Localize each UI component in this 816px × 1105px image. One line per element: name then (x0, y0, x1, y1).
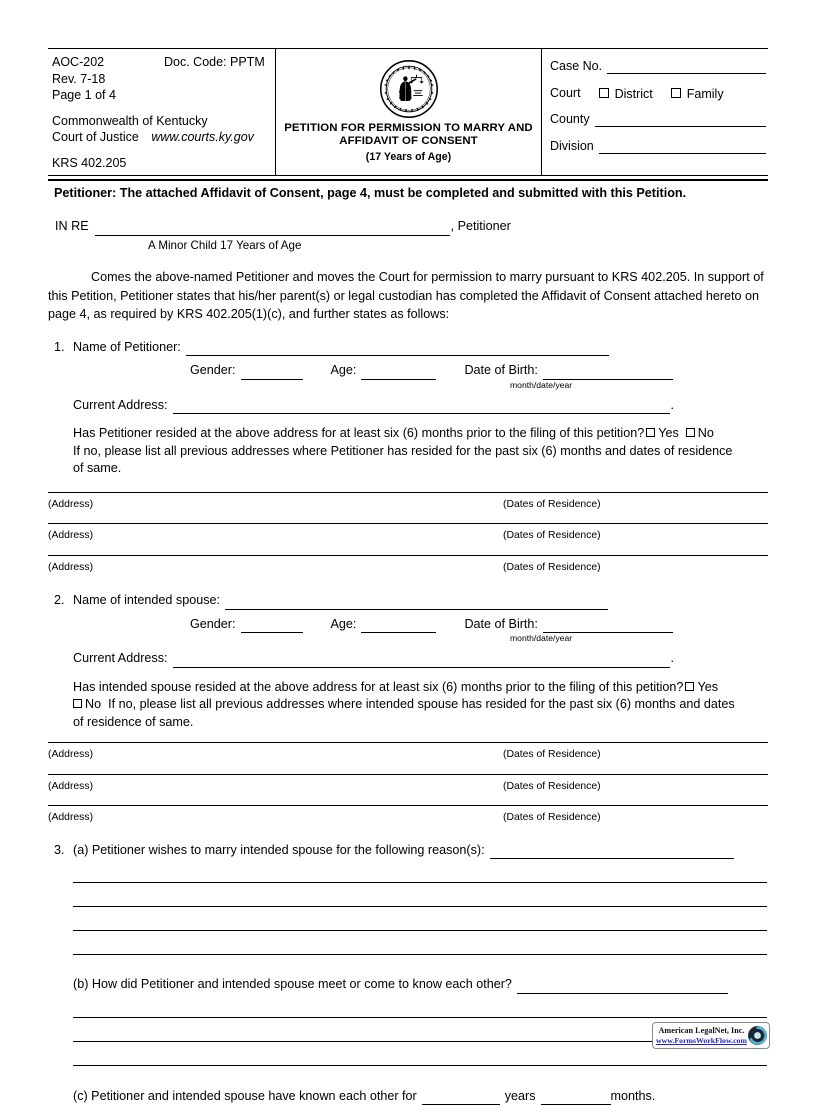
commonwealth-label: Commonwealth of Kentucky (52, 113, 269, 130)
petitioner-demographics-row (73, 362, 768, 380)
years-label: years (505, 1088, 536, 1105)
address-caption: (Address) (48, 527, 503, 545)
spouse-name-input[interactable] (225, 595, 608, 610)
spouse-age-input[interactable] (361, 618, 436, 633)
dates-caption: (Dates of Residence) (503, 778, 601, 796)
petitioner-followup-line-1: If no, please list all previous addresses where Petitioner has resided for the past six (6) months and dates of residence (73, 443, 768, 461)
item-3 (48, 842, 768, 1105)
court-label: Court (550, 86, 581, 101)
county-label: County (550, 112, 590, 127)
item-1 (48, 339, 768, 478)
item-3a-label: (a) Petitioner wishes to marry intended spouse for the following reason(s): (73, 842, 485, 860)
form-title: PETITION FOR PERMISSION TO MARRY AND AFFIDAVIT OF CONSENT (280, 122, 537, 149)
petitioner-name-label: Name of Petitioner: (73, 339, 181, 357)
header-left-block (48, 49, 275, 175)
gender-label: Gender: (190, 616, 236, 634)
item-3a-input[interactable] (490, 844, 734, 859)
gender-label: Gender: (190, 362, 236, 380)
spouse-followup-line-2: of residence of same. (73, 714, 768, 732)
header-center-block (275, 49, 542, 175)
court-of-justice-label: Court of Justice (52, 130, 139, 144)
dob-label: Date of Birth: (464, 362, 538, 380)
address-period: . (671, 397, 675, 415)
no-label: No (698, 426, 714, 440)
court-family-option[interactable] (671, 87, 724, 101)
months-label: months. (611, 1088, 656, 1105)
family-label: Family (687, 87, 724, 101)
petitioner-dob-input[interactable] (543, 365, 673, 380)
minor-child-caption: A Minor Child 17 Years of Age (48, 237, 768, 255)
dates-caption: (Dates of Residence) (503, 527, 601, 545)
case-number-input[interactable] (607, 60, 766, 74)
address-caption: (Address) (48, 559, 503, 577)
address-history-row (48, 805, 768, 834)
petitioner-name-row (73, 339, 768, 357)
address-caption: (Address) (48, 809, 503, 827)
address-caption: (Address) (48, 778, 503, 796)
intro-paragraph (48, 268, 768, 324)
address-history-row (48, 742, 768, 771)
in-re-caption-row (48, 218, 768, 236)
age-label: Age: (331, 616, 357, 634)
item-1-number: 1. (48, 339, 73, 478)
intro-paragraph-text: Comes the above-named Petitioner and moves the Court for permission to marry pursuant to KRS 402.205. In support of this Petition, Petitioner states that his/her parent(s) or legal custodian has completed the Affidavit of Consent attached hereto on page 4, as required by KRS 402.205(1)(c), and further states as follows: (48, 270, 764, 321)
address-history-row (48, 774, 768, 803)
form-sheet (48, 48, 768, 1105)
item-3c-row (73, 1088, 768, 1105)
header-right-block (542, 49, 768, 175)
petitioner-dob-hint: month/date/year (73, 380, 768, 390)
in-re-label: IN RE (55, 218, 89, 236)
spouse-address-history (48, 742, 768, 834)
petitioner-age-input[interactable] (361, 365, 436, 380)
spouse-followup-line-1 (73, 696, 768, 714)
page-number: Page 1 of 4 (52, 87, 269, 104)
item-2 (48, 592, 768, 731)
current-address-label: Current Address: (73, 397, 168, 415)
kentucky-court-of-justice-seal (379, 59, 439, 119)
county-input[interactable] (595, 113, 766, 127)
item-3b-label: (b) How did Petitioner and intended spouse meet or come to know each other? (73, 976, 512, 994)
case-number-row (550, 57, 766, 74)
item-3-number: 3. (48, 842, 73, 1105)
in-re-name-input[interactable] (95, 221, 450, 236)
krs-citation: KRS 402.205 (52, 155, 269, 172)
dob-label: Date of Birth: (464, 616, 538, 634)
dates-caption: (Dates of Residence) (503, 809, 601, 827)
yes-label: Yes (658, 426, 679, 440)
item-3b-input[interactable] (517, 979, 728, 994)
spouse-address-input[interactable] (173, 653, 670, 668)
division-input[interactable] (599, 140, 766, 154)
division-row (550, 137, 766, 154)
spouse-name-row (73, 592, 768, 610)
current-address-label: Current Address: (73, 650, 168, 668)
item-3a-input-line[interactable] (73, 930, 767, 931)
no-label: No (85, 697, 101, 711)
item-3c-label: (c) Petitioner and intended spouse have known each other for (73, 1088, 417, 1105)
petitioner-address-row (73, 397, 768, 415)
form-revision: Rev. 7-18 (52, 71, 269, 88)
item-3a-input-line[interactable] (73, 954, 767, 955)
district-label: District (615, 87, 653, 101)
address-history-row (48, 555, 768, 584)
item-3b-row (73, 976, 768, 994)
petitioner-residency-question (73, 424, 768, 443)
spouse-gender-input[interactable] (241, 618, 303, 633)
address-history-row (48, 523, 768, 552)
petitioner-name-input[interactable] (186, 341, 609, 356)
checkbox-icon[interactable] (685, 682, 694, 691)
item-3a-input-line[interactable] (73, 882, 767, 883)
dates-caption: (Dates of Residence) (503, 559, 601, 577)
form-number: AOC-202 (52, 54, 164, 71)
checkbox-icon[interactable] (646, 428, 655, 437)
legalnet-swirl-logo (747, 1025, 768, 1046)
item-2-number: 2. (48, 592, 73, 731)
address-caption: (Address) (48, 746, 503, 764)
spouse-address-row (73, 650, 768, 668)
form-body (48, 218, 768, 1105)
years-known-input[interactable] (422, 1090, 500, 1105)
spouse-name-label: Name of intended spouse: (73, 592, 220, 610)
yes-label: Yes (697, 680, 718, 694)
petitioner-followup-line-2: of same. (73, 460, 768, 478)
dates-caption: (Dates of Residence) (503, 746, 601, 764)
county-row (550, 110, 766, 127)
american-legalnet-footer-logo (652, 1022, 770, 1049)
petitioner-notice: Petitioner: The attached Affidavit of Consent, page 4, must be completed and submitted with this Petition. (48, 179, 768, 200)
item-3a-input-line[interactable] (73, 906, 767, 907)
doc-code: Doc. Code: PPTM (164, 54, 265, 71)
address-history-row (48, 492, 768, 521)
legalnet-company-name: American LegalNet, Inc. (656, 1026, 747, 1036)
item-3a-row (73, 842, 768, 860)
spouse-followup-text: If no, please list all previous addresses where intended spouse has resided for the past six (6) months and dates (108, 697, 735, 711)
address-period: . (671, 650, 675, 668)
dates-caption: (Dates of Residence) (503, 496, 601, 514)
court-district-option[interactable] (599, 87, 653, 101)
division-label: Division (550, 139, 594, 154)
checkbox-icon[interactable] (73, 699, 82, 708)
spouse-dob-hint: month/date/year (73, 633, 768, 643)
months-known-input[interactable] (541, 1090, 611, 1105)
item-3b-input-line[interactable] (73, 1017, 767, 1018)
petitioner-residency-question-text: Has Petitioner resided at the above address for at least six (6) months prior to the filing of this petition? (73, 426, 644, 440)
checkbox-icon[interactable] (671, 88, 681, 98)
checkbox-icon[interactable] (686, 428, 695, 437)
address-caption: (Address) (48, 496, 503, 514)
spouse-residency-question-text: Has intended spouse resided at the above address for at least six (6) months prior to the filing of this petition? (73, 680, 683, 694)
form-subtitle: (17 Years of Age) (366, 151, 451, 163)
spouse-demographics-row (73, 616, 768, 634)
legalnet-url-link[interactable]: www.FormsWorkFlow.com (656, 1036, 747, 1046)
spouse-dob-input[interactable] (543, 618, 673, 633)
checkbox-icon[interactable] (599, 88, 609, 98)
courts-website-link[interactable]: www.courts.ky.gov (151, 130, 254, 144)
petitioner-address-input[interactable] (173, 399, 670, 414)
form-header-table (48, 48, 768, 176)
petitioner-address-history (48, 492, 768, 584)
item-3b-input-line[interactable] (73, 1065, 767, 1066)
court-type-row (550, 84, 766, 101)
petitioner-gender-input[interactable] (241, 365, 303, 380)
age-label: Age: (331, 362, 357, 380)
petitioner-tail-label: , Petitioner (451, 218, 511, 236)
spouse-residency-question (73, 678, 768, 697)
case-number-label: Case No. (550, 59, 602, 74)
